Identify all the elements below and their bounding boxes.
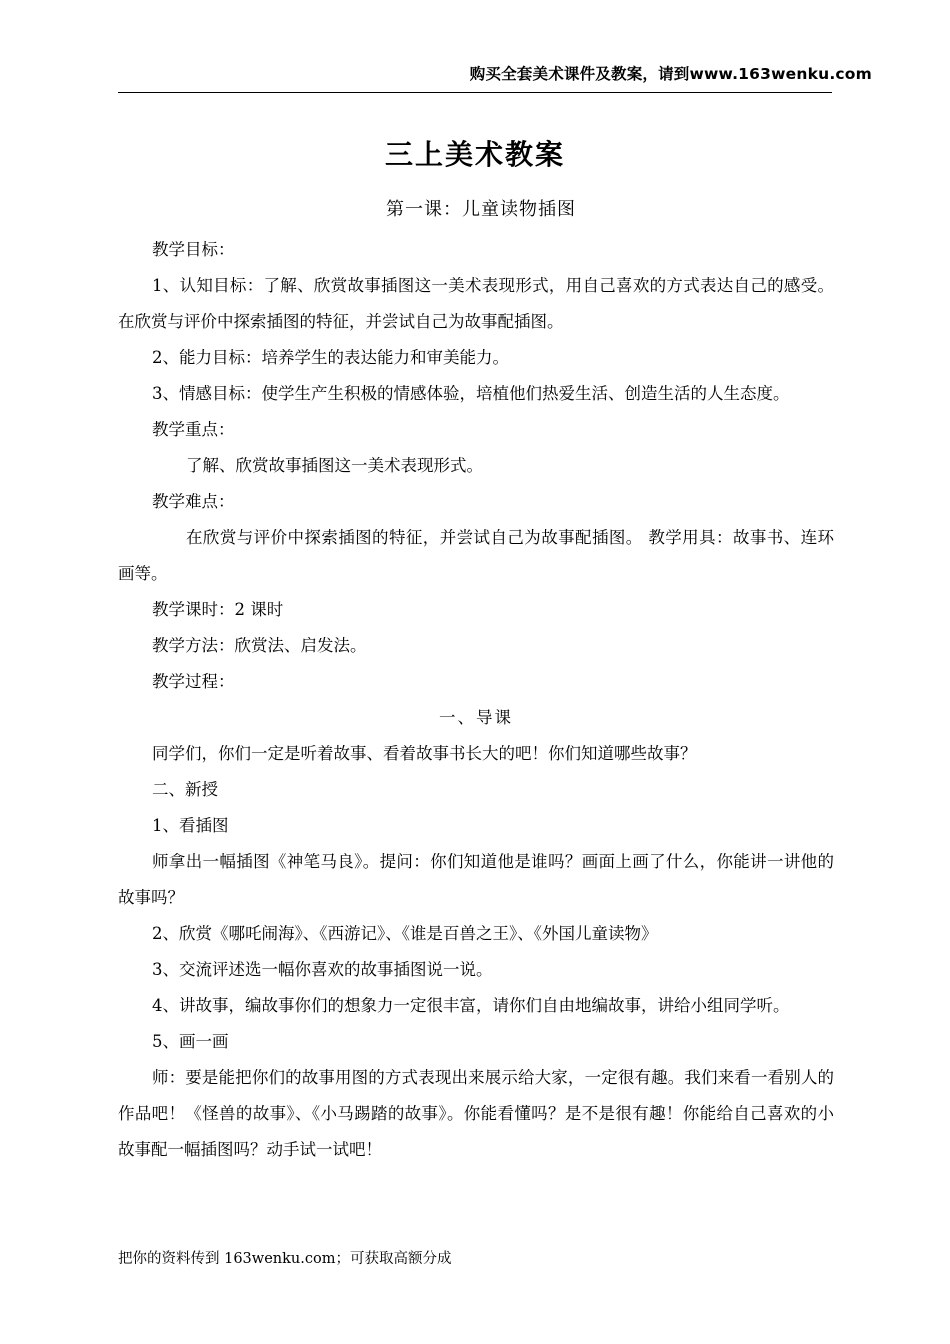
lesson-heading: 第一课：儿童读物插图 — [386, 199, 576, 220]
body-paragraph: 一、导课 — [439, 708, 513, 727]
body-paragraph: 师：要是能把你们的故事用图的方式表现出来展示给大家，一定很有趣。我们来看一看别人的作品吧！《怪兽的故事》、《小马踢踏的故事》。你能看懂吗？是不是很有趣！你能给自己喜欢的小故事配一幅插图吗？动手试一试吧！ — [118, 1068, 834, 1159]
header-promo-text: 购买全套美术课件及教案，请到www.163wenku.com — [469, 65, 872, 83]
page-title: 三上美术教案 — [384, 138, 565, 171]
body-paragraph: 2、欣赏《哪吒闹海》、《西游记》、《谁是百兽之王》、《外国儿童读物》 — [152, 924, 658, 943]
body-paragraph: 二、新授 — [152, 780, 218, 799]
body-paragraph: 教学课时：2 课时 — [152, 600, 284, 619]
body-paragraph: 同学们，你们一定是听着故事、看着故事书长大的吧！你们知道哪些故事？ — [152, 744, 697, 763]
footer-note: 把你的资料传到 163wenku.com；可获取高额分成 — [118, 1251, 452, 1267]
body-paragraph: 3、情感目标：使学生产生积极的情感体验，培植他们热爱生活、创造生活的人生态度。 — [152, 384, 790, 403]
body-paragraph: 师拿出一幅插图《神笔马良》。提问：你们知道他是谁吗？画面上画了什么，你能讲一讲他的故事吗？ — [118, 852, 834, 907]
body-paragraph: 2、能力目标：培养学生的表达能力和审美能力。 — [152, 348, 509, 367]
body-paragraph: 4、讲故事，编故事你们的想象力一定很丰富，请你们自由地编故事，讲给小组同学听。 — [152, 996, 790, 1015]
body-paragraph: 教学难点： — [152, 492, 235, 511]
paragraph-list — [118, 232, 834, 1168]
body-paragraph: 教学重点： — [152, 420, 235, 439]
body-paragraph: 1、认知目标：了解、欣赏故事插图这一美术表现形式，用自己喜欢的方式表达自己的感受。在欣赏与评价中探索插图的特征，并尝试自己为故事配插图。 — [118, 276, 834, 331]
body-paragraph: 3、交流评述选一幅你喜欢的故事插图说一说。 — [152, 960, 493, 979]
body-paragraph: 1、看插图 — [152, 816, 229, 835]
body-paragraph: 5、画一画 — [152, 1032, 229, 1051]
header-divider — [118, 92, 832, 93]
body-paragraph: 了解、欣赏故事插图这一美术表现形式。 — [186, 456, 483, 475]
body-paragraph: 教学目标： — [152, 240, 235, 259]
body-paragraph: 在欣赏与评价中探索插图的特征，并尝试自己为故事配插图。 教学用具：故事书、连环画等。 — [118, 528, 834, 583]
document-body — [118, 192, 834, 1168]
body-paragraph: 教学方法：欣赏法、启发法。 — [152, 636, 367, 655]
body-paragraph: 教学过程： — [152, 672, 235, 691]
